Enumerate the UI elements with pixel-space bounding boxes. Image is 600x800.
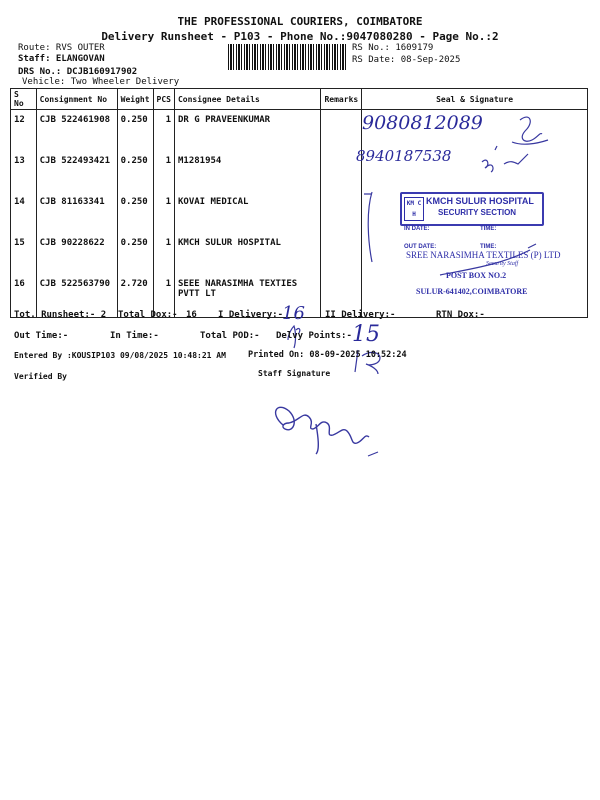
- cell-consignee: KOVAI MEDICAL: [174, 192, 321, 233]
- cell-weight: 2.720: [117, 274, 153, 318]
- out-time-label: Out Time:-: [14, 331, 69, 341]
- tot-runsheet: Tot. Runsheet:- 2: [14, 310, 107, 320]
- cell-pcs: 1: [153, 110, 174, 152]
- handwritten-phone-1: 9080812089: [362, 112, 483, 134]
- staff-signature-icon: [276, 407, 369, 454]
- vehicle-label: Vehicle: Two Wheeler Delivery: [22, 77, 180, 87]
- kmch-stamp-title: KMCH SULUR HOSPITAL: [426, 196, 534, 206]
- drs-number: DRS No.: DCJB160917902: [18, 67, 138, 77]
- header-seal-signature: Seal & Signature: [362, 89, 588, 110]
- runsheet-subtitle: Delivery Runsheet - P103 - Phone No.:9047080280 - Page No.:2: [101, 30, 499, 43]
- cell-consignment: CJB 522563790: [36, 274, 117, 318]
- cell-weight: 0.250: [117, 151, 153, 192]
- kmch-logo-icon: KM CH: [404, 197, 424, 221]
- cell-pcs: 1: [153, 233, 174, 274]
- handwritten-phone-2: 8940187538: [356, 147, 452, 165]
- cell-sno: 16: [11, 274, 37, 318]
- delvy-points-label: Delvy Points:-: [276, 331, 352, 341]
- cell-pcs: 1: [153, 151, 174, 192]
- header-consignment: Consignment No: [36, 89, 117, 110]
- rs-number: RS No.: 1609179: [352, 43, 434, 53]
- total-dox-value: 16: [186, 310, 197, 320]
- verified-by-label: Verified By: [14, 372, 67, 381]
- cell-weight: 0.250: [117, 110, 153, 152]
- cell-consignment: CJB 90228622: [36, 233, 117, 274]
- staff-signature-label: Staff Signature: [258, 369, 331, 378]
- cell-consignment: CJB 81163341: [36, 192, 117, 233]
- cell-consignee: SEEE NARASIMHA TEXTIES PVTT LT: [174, 274, 321, 318]
- stamp-in-date: IN DATE:: [404, 226, 430, 232]
- cell-pcs: 1: [153, 192, 174, 233]
- cell-sno: 12: [11, 110, 37, 152]
- cell-sno: 13: [11, 151, 37, 192]
- signature-row-12-icon: [512, 117, 548, 144]
- signature-row-13-icon: [482, 146, 528, 172]
- stamp-out-time: TIME:: [480, 244, 497, 250]
- ii-delivery-label: II Delivery:-: [325, 310, 396, 320]
- header-weight: Weight: [117, 89, 153, 110]
- handwritten-delivery-points: 15: [352, 322, 380, 347]
- header-sno: S No: [11, 89, 37, 110]
- header-pcs: PCS: [153, 89, 174, 110]
- in-time-label: In Time:-: [110, 331, 159, 341]
- rtn-dox-label: RTN Dox:-: [436, 310, 485, 320]
- cell-consignment: CJB 522461908: [36, 110, 117, 152]
- printed-on: Printed On: 08-09-2025 10:52:24: [248, 350, 407, 360]
- staff-label: Staff: ELANGOVAN: [18, 54, 105, 64]
- cell-consignee: KMCH SULUR HOSPITAL: [174, 233, 321, 274]
- i-delivery-label: I Delivery:-: [218, 310, 284, 320]
- cell-sno: 15: [11, 233, 37, 274]
- cell-consignee: M1281954: [174, 151, 321, 192]
- bracket-mark-icon: [364, 192, 372, 262]
- header-consignee: Consignee Details: [174, 89, 321, 110]
- signature-tick-icon: [368, 452, 378, 456]
- stamp-in-time: TIME:: [480, 226, 497, 232]
- company-title: THE PROFESSIONAL COURIERS, COIMBATORE: [177, 15, 423, 28]
- cell-pcs: 1: [153, 274, 174, 318]
- cell-sno: 14: [11, 192, 37, 233]
- sree-stamp-line3: POST BOX NO.2: [446, 271, 507, 280]
- sree-stamp-line2: Security Staff: [486, 261, 519, 267]
- stamp-out-date: OUT DATE:: [404, 244, 437, 250]
- kmch-stamp-subtitle: SECURITY SECTION: [438, 208, 517, 217]
- total-pod-label: Total POD:-: [200, 331, 260, 341]
- kmch-stamp: [400, 192, 544, 226]
- cell-weight: 0.250: [117, 233, 153, 274]
- header-remarks: Remarks: [321, 89, 362, 110]
- entered-by: Entered By :KOUSIP103 09/08/2025 10:48:21 AM: [14, 351, 226, 360]
- handwritten-i-delivery: 16: [282, 303, 305, 324]
- sree-stamp-line1: SREE NARASIMHA TEXTILES (P) LTD: [406, 250, 561, 260]
- cell-weight: 0.250: [117, 192, 153, 233]
- route-label: Route: RVS OUTER: [18, 43, 105, 53]
- cell-consignment: CJB 522493421: [36, 151, 117, 192]
- total-dox-label: Total Dox:-: [118, 310, 178, 320]
- sree-stamp-line4: SULUR-641402,COIMBATORE: [416, 287, 528, 296]
- rs-date: RS Date: 08-Sep-2025: [352, 55, 461, 65]
- cell-consignee: DR G PRAVEENKUMAR: [174, 110, 321, 152]
